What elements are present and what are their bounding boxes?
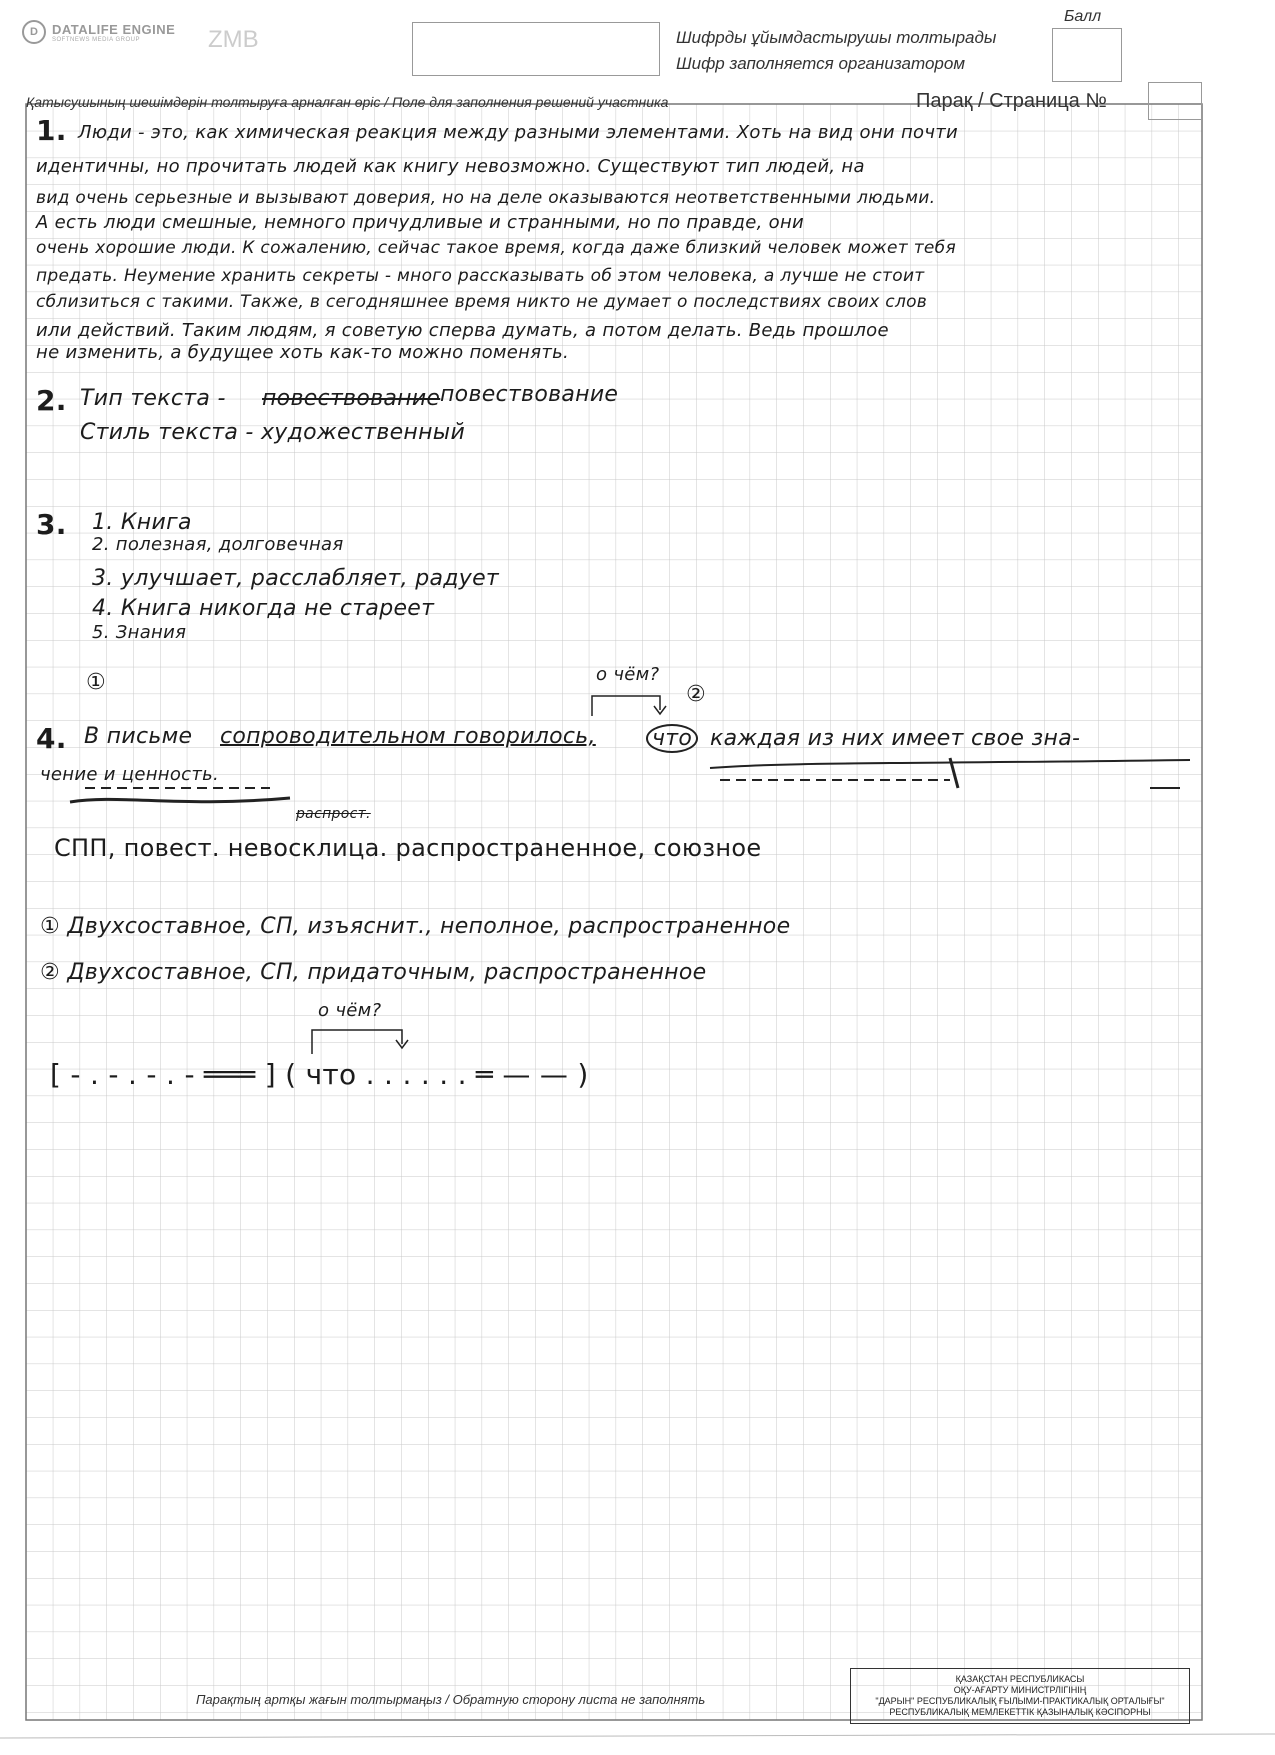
field-label: Қатысушының шешімдерін толтыруға арналған өріс / Поле для заполнения решений участника	[26, 94, 669, 110]
answer-1-line: вид очень серьезные и вызывают доверия, но на деле оказываются неответственными людьми.	[36, 188, 936, 208]
answer-1-line: сблизиться с такими. Также, в сегодняшнее время никто не думает о последствиях своих слов	[36, 292, 928, 312]
answer-4-number: 4.	[36, 722, 67, 755]
answer-1-line: Люди - это, как химическая реакция между разными элементами. Хоть на вид они почти	[78, 122, 959, 143]
scheme-bracket	[306, 1024, 416, 1060]
logo-subtitle: SOFTNEWS MEDIA GROUP	[52, 36, 141, 43]
answer-2-type-label: Тип текста -	[80, 386, 226, 411]
clause-marker-2: ②	[686, 682, 707, 707]
answer-1-line: идентичны, но прочитать людей как книгу невозможно. Существуют тип людей, на	[36, 156, 865, 177]
sentence-rest: каждая из них имеет свое зна-	[710, 726, 1081, 751]
answer-1-number: 1.	[36, 114, 67, 147]
clause-marker-1: ①	[86, 670, 107, 695]
analysis-struck: распрост.	[296, 806, 371, 822]
question-bracket	[588, 690, 668, 720]
answer-3-number: 3.	[36, 508, 67, 541]
analysis-line: СПП, повест. невосклица. распространенное, союзное	[54, 834, 762, 862]
answer-3-item: 5. Знания	[92, 622, 187, 643]
footer-note: Парақтың артқы жағын толтырмаңыз / Обратную сторону листа не заполнять	[196, 1692, 706, 1707]
score-box[interactable]	[1052, 28, 1122, 82]
stamp-line: ОҚУ-АҒАРТУ МИНИСТРЛІГІНІҢ	[953, 1685, 1087, 1695]
page-label: Парақ / Страница №	[916, 90, 1107, 112]
sentence-scheme: [ - . - . - . - ═══ ] ( что . . . . . . ═ — — )	[50, 1058, 589, 1091]
scheme-question: о чём?	[318, 1000, 382, 1021]
sentence-marks	[30, 748, 1210, 808]
answer-1-line: или действий. Таким людям, я советую сперва думать, а потом делать. Ведь прошлое	[36, 320, 889, 341]
stamp-line: ҚАЗАҚСТАН РЕСПУБЛИКАСЫ	[955, 1674, 1085, 1684]
answer-2-style: Стиль текста - художественный	[80, 420, 466, 445]
answer-3-item: 2. полезная, долговечная	[92, 534, 344, 555]
sentence-predicate: сопроводительном говорилось,	[220, 724, 596, 749]
logo	[22, 20, 175, 44]
cipher-box[interactable]	[412, 22, 660, 76]
stamp	[850, 1668, 1190, 1724]
cipher-label-kz: Шифрды ұйымдастырушы толтырады	[676, 28, 997, 47]
clause-1-analysis: ① Двухсоставное, СП, изъяснит., неполное, распространенное	[40, 914, 791, 939]
answer-3-item: 1. Книга	[92, 510, 192, 535]
question-mark-label: о чём?	[596, 664, 660, 685]
logo-title: DATALIFE ENGINE	[52, 21, 176, 37]
logo-icon: D	[22, 20, 46, 44]
answer-3-item: 4. Книга никогда не стареет	[92, 596, 435, 621]
answer-1-line: А есть люди смешные, немного причудливые и странными, но по правде, они	[36, 212, 805, 233]
sentence-start: В письме	[84, 724, 193, 749]
sentence-end: чение и ценность.	[40, 764, 220, 785]
answer-3-item: 3. улучшает, расслабляет, радует	[92, 566, 500, 591]
answer-1-line: не изменить, а будущее хоть как-то можно поменять.	[36, 342, 570, 363]
stamp-line: "ДАРЫН" РЕСПУБЛИКАЛЫҚ ҒЫЛЫМИ-ПРАКТИКАЛЫҚ ОРТАЛЫҒЫ"	[875, 1696, 1165, 1706]
stamp-line: РЕСПУБЛИКАЛЫҚ МЕМЛЕКЕТТІК ҚАЗЫНАЛЫҚ КӘСІПОРНЫ	[889, 1707, 1151, 1717]
conjunction: что	[646, 724, 698, 753]
answer-2-type-value: повествование	[440, 382, 619, 407]
clause-2-analysis: ② Двухсоставное, СП, придаточным, распространенное	[40, 960, 707, 985]
answer-2-type-struck: повествование	[262, 386, 441, 411]
score-label: Балл	[1064, 8, 1102, 25]
page-number-box[interactable]	[1148, 82, 1202, 120]
answer-1-line: предать. Неумение хранить секреты - много рассказывать об этом человека, а лучше не стоит	[36, 266, 925, 286]
answer-1-line: очень хорошие люди. К сожалению, сейчас такое время, когда даже близкий человек может тебя	[36, 238, 956, 258]
answer-2-number: 2.	[36, 384, 67, 417]
cipher-label-ru: Шифр заполняется организатором	[676, 54, 965, 73]
watermark: ZMB	[208, 26, 259, 53]
